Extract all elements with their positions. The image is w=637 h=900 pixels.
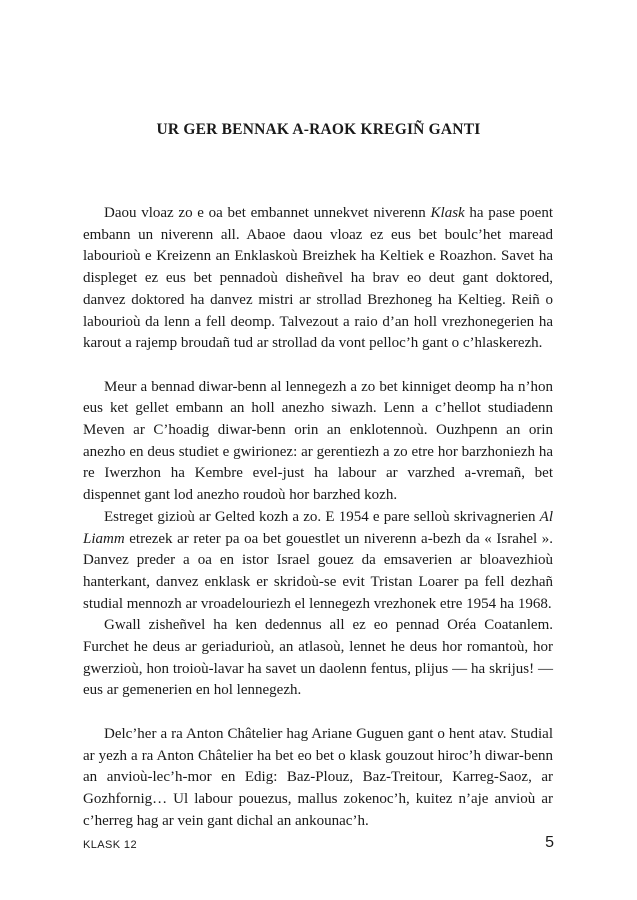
- body-paragraph: [83, 377, 553, 507]
- paragraph-text: Estreget gizioù ar Gelted kozh a zo. E 1954 e pare selloù skrivagnerien: [104, 508, 540, 525]
- footer-page-number: 5: [545, 834, 554, 851]
- page-title: UR GER BENNAK A-RAOK KREGIÑ GANTI: [156, 121, 481, 138]
- body-paragraph: [83, 724, 553, 833]
- article-body: [83, 203, 553, 832]
- body-paragraph: [83, 203, 553, 355]
- paragraph-text: Daou vloaz zo e oa bet embannet unnekvet niverenn: [104, 205, 431, 221]
- body-paragraph: [83, 615, 553, 702]
- paragraph-text: Meur a bennad diwar-benn al lennegezh a zo bet kinniget deomp ha n’hon eus ket gellet embann an holl anezho siwazh. Lenn a c’hellot studiadenn Meven ar C’hoadig diwar-benn orin an enklotennoù. Ouzhpenn an orin anezho en deus studiet e gwirionez: ar gerentiezh a zo etre hor barzhoniezh ha re Iwerzhon ha Kembre evel-just ha labour ar varzhed a-vremañ, bet dispennet gant lod anezho roudoù hor barzhed kozh.: [83, 378, 553, 504]
- paragraph-text: ha pase poent embann un niverenn all. Abaoe daou vloaz ez eus bet boulc’het maread labourioù e Kreizenn an Enklaskoù Breizhek ha Keltiek e Roazhon. Savet ha displeget ez eus bet pennadoù disheñvel ha brav eo deut gant doktored, danvez doktored ha danvez mistri ar strollad Brezhoneg ha Keltieg. Reiñ o labourioù da lenn a fell deomp. Talvezout a raio d’an holl vrezhonegerien ha karout a rajemp broudañ tud ar strollad da vont pelloc’h gant o c’hlaskerezh.: [83, 205, 553, 352]
- paragraph-text: etrezek ar reter pa oa bet gouestlet un niverenn a-bezh da « Israhel ». Danvez preder a oa en istor Israel gouez da emsaverien ar bloavezhioù hanterkant, danvez enklask er skridoù-se evit Tristan Loarer pa fell dezhañ studial mennozh ar vroadelouriezh el lennegezh vrezhonek etre 1954 ha 1968.: [83, 530, 553, 612]
- paragraph-text: Gwall zisheñvel ha ken dedennus all ez eo pennad Oréa Coatanlem. Furchet he deus ar geriadurioù, an atlasoù, lennet he deus hor romantoù, hor gwerzioù, hon troioù-lavar ha savet un daolenn fentus, plijus — ha skrijus! — eus ar gemenerien en hol lennegezh.: [83, 617, 553, 699]
- body-paragraph: [83, 507, 553, 616]
- italic-title: Klask: [430, 205, 465, 221]
- paragraph-text: Delc’her a ra Anton Châtelier hag Ariane Guguen gant o hent atav. Studial ar yezh a ra Anton Châtelier ha bet eo bet o klask gouzout hiroc’h diwar-benn an anvioù-lec’h-mor en Edig: Baz-Plouz, Baz-Treitour, Karreg-Saoz, ar Gozhfornig… Ul labour pouezus, mallus zokenoc’h, kuitez n’aje anvioù ar c’herreg hag ar vein gant dichal an ankounac’h.: [83, 725, 553, 829]
- footer-journal-name: KLASK 12: [83, 839, 137, 851]
- italic-title: Al Liamm: [83, 508, 553, 547]
